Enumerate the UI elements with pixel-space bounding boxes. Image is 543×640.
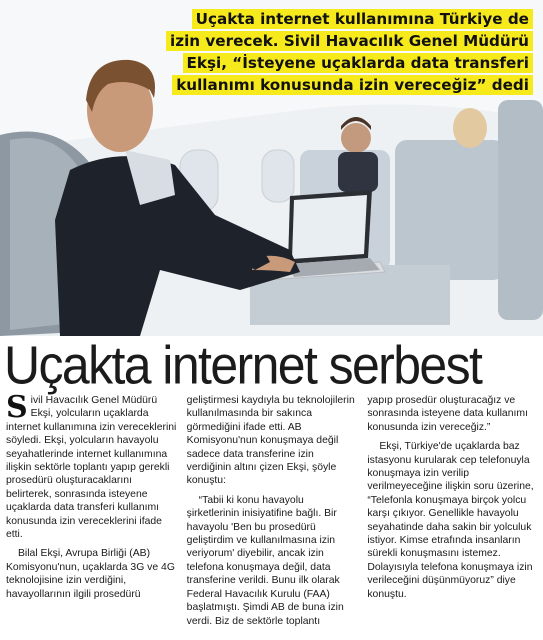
photo-caption bbox=[153, 8, 533, 96]
caption-line-1: Uçakta internet kullanımına Türkiye de bbox=[192, 9, 533, 29]
article-column-2 bbox=[187, 394, 358, 636]
paragraph-2: Bilal Ekşi, Avrupa Birliği (AB) Komisyonu'nun, uçaklarda 3G ve 4G teknolojisine izin verdiğini, havayollarının ilgili prosedürü bbox=[6, 548, 175, 600]
caption-line-2: izin verecek. Sivil Havacılık Genel Müdürü bbox=[166, 31, 533, 51]
paragraph-1: ivil Havacılık Genel Müdürü Ekşi, yolcuların uçaklarda internet kullanımına izin vereceklerini söyledi. Ekşi, yolcuların havayolu seyahatlerinde internet kullanımına ilişkin sektörle toplantı yapıp gerekli prosedürü oluşturacaklarını belirterek, sonrasında isteyene uçaklarda data transferi kullanımı konusunda izin vereceklerini ifade etti. bbox=[6, 395, 177, 541]
caption-line-4: kullanımı konusunda izin vereceğiz” dedi bbox=[172, 75, 533, 95]
article-body bbox=[6, 390, 538, 636]
paragraph-5: yapıp prosedür oluşturacağız ve sonrasında isteyene data kullanımı konusunda izin vereceğiz.” bbox=[367, 395, 528, 433]
paragraph-4: “Tabii ki konu havayolu şirketlerinin inisiyatifine bağlı. Bir havayolu 'Ben bu prosedürü geliştirdim ve kullanılmasına izin veriyorum' diyebilir, ancak izin telefona konuşmaya değil, data transferine verildi. Bunu ilk olarak Federal Havacılık Kurulu (FAA) başlatmıştı. Şimdi AB de buna izin verdi. Biz de sektörle toplantı bbox=[186, 494, 344, 627]
caption-line-3: Ekşi, “İsteyene uçaklarda data transferi bbox=[183, 53, 534, 73]
drop-cap: S bbox=[6, 390, 28, 425]
paragraph-3: geliştirmesi kaydıyla bu teknolojilerin kullanılmasında bir sakınca görmediğini ifade etti. AB Komisyonu'nun konuşmaya değil sadece data transferine izin verdiğinin altını çizen Ekşi, şöyle konuştu: bbox=[186, 395, 355, 487]
paragraph-6: Ekşi, Türkiye'de uçaklarda baz istasyonu kurularak cep telefonuyla konuşmaya izin verilip verilmeyeceğine ilişkin soru üzerine, “Telefonla konuşmaya birçok yolcu karşı çıkıyor. Genellikle havayolu seyahatinde daha sakin bir yolculuk istiyor. Kimse etrafında insanların sürekli konuşmasını istemez. Dolayısıyla telefona konuşmaya izin verileceğini düşünmüyoruz” diye konuştu. bbox=[367, 441, 534, 600]
headline: Uçakta internet serbest bbox=[4, 334, 482, 396]
article-column-1 bbox=[6, 390, 177, 636]
article-column-3 bbox=[367, 394, 538, 636]
